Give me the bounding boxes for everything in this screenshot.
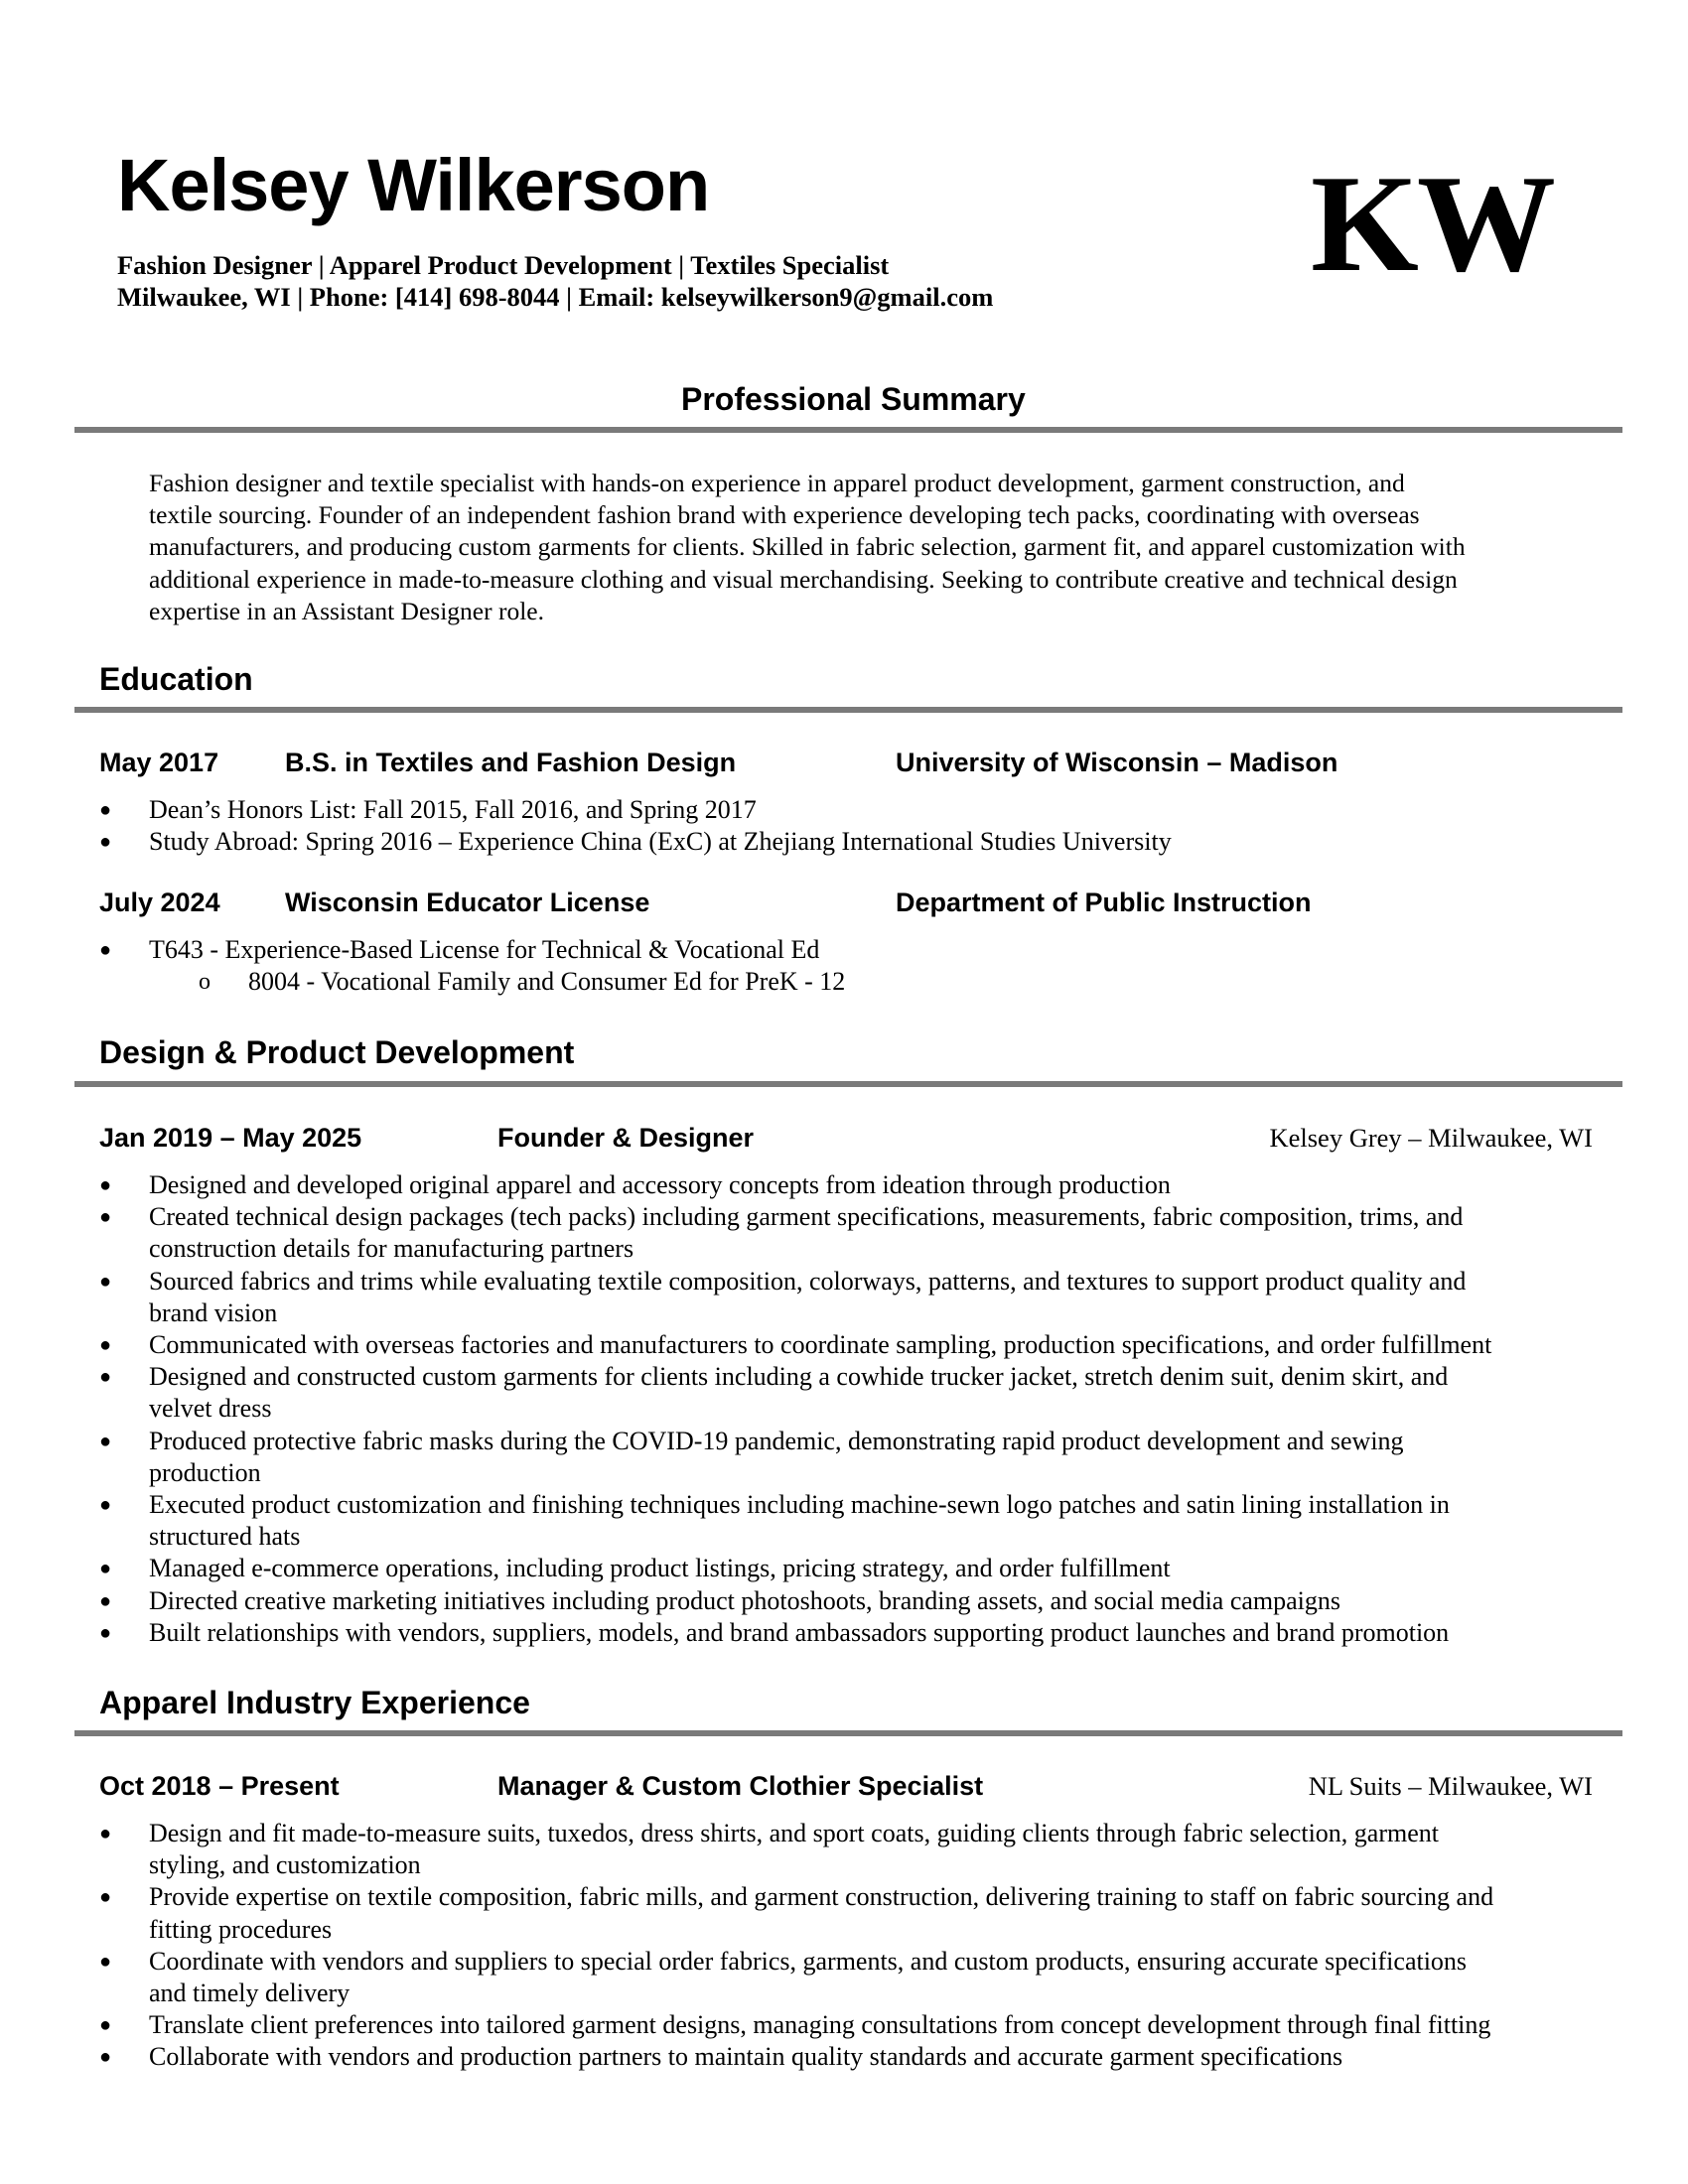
bullet-icon: ●: [99, 1430, 112, 1452]
entry-organization: NL Suits – Milwaukee, WI: [1308, 1771, 1593, 1801]
education-entry-header: [99, 887, 1593, 921]
list-item-continuation: velvet dress: [149, 1394, 272, 1424]
list-item: ● Designed and developed original apparel and accessory concepts from ideation through production: [99, 1169, 1609, 1201]
apparel-entry-header: [99, 1771, 1593, 1805]
list-item: ● Design and fit made-to-measure suits, tuxedos, dress shirts, and sport coats, guiding clients through fabric selection, garment: [99, 1818, 1609, 1849]
section-title-apparel: Apparel Industry Experience: [99, 1685, 530, 1720]
bullet-icon: ●: [99, 1334, 112, 1357]
summary-text: [149, 468, 1599, 627]
list-item: ● Built relationships with vendors, suppliers, models, and brand ambassadors supporting product launches and brand promotion: [99, 1617, 1609, 1649]
bullet-icon: ●: [99, 2014, 112, 2037]
list-item: ● Executed product customization and finishing techniques including machine-sewn logo patches and satin lining installation in: [99, 1489, 1609, 1521]
list-item: ● Created technical design packages (tech packs) including garment specifications, measurements, fabric composition, trims, and: [99, 1201, 1609, 1233]
list-item-continuation: production: [149, 1457, 261, 1487]
list-item: ● Produced protective fabric masks during the COVID-19 pandemic, demonstrating rapid product development and sewing: [99, 1426, 1609, 1457]
list-item: ● Translate client preferences into tailored garment designs, managing consultations from concept development through final fitting: [99, 2009, 1609, 2041]
education-bullets: [99, 794, 1609, 858]
bullet-icon: ●: [99, 1174, 112, 1196]
entry-role: Founder & Designer: [497, 1123, 755, 1153]
list-item: o 8004 - Vocational Family and Consumer Ed for PreK - 12: [99, 966, 1609, 998]
bullet-icon: ●: [99, 831, 112, 854]
entry-credential: B.S. in Textiles and Fashion Design: [285, 748, 737, 777]
summary-line: expertise in an Assistant Designer role.: [149, 596, 544, 625]
list-item: ● Directed creative marketing initiatives including product photoshoots, branding assets, and social media campaigns: [99, 1585, 1609, 1617]
circle-bullet-icon: o: [199, 969, 211, 996]
entry-organization: Kelsey Grey – Milwaukee, WI: [1269, 1123, 1593, 1153]
bullet-icon: ●: [99, 1950, 112, 1973]
contact-info: Milwaukee, WI | Phone: [414] 698-8044 | Email: kelseywilkerson9@gmail.com: [117, 282, 994, 312]
entry-institution: Department of Public Instruction: [896, 887, 1312, 917]
summary-line: textile sourcing. Founder of an independent fashion brand with experience developing tech packs, coordinating with overseas: [149, 500, 1420, 530]
bullet-icon: ●: [99, 1206, 112, 1229]
education-entry-header: [99, 748, 1593, 781]
section-divider: [74, 427, 1622, 433]
section-title-design: Design & Product Development: [99, 1034, 575, 1070]
list-item-continuation: styling, and customization: [149, 1850, 421, 1880]
summary-line: additional experience in made-to-measure clothing and visual merchandising. Seeking to contribute creative and technical design: [149, 564, 1458, 594]
list-item-continuation: structured hats: [149, 1522, 301, 1552]
list-item: ● Study Abroad: Spring 2016 – Experience China (ExC) at Zhejiang International Studies University: [99, 826, 1609, 858]
bullet-icon: ●: [99, 1270, 112, 1293]
list-item: ● T643 - Experience-Based License for Technical & Vocational Ed: [99, 934, 1609, 966]
entry-date: July 2024: [99, 887, 220, 917]
monogram: KW: [1311, 147, 1554, 301]
entry-credential: Wisconsin Educator License: [285, 887, 650, 917]
list-item-continuation: brand vision: [149, 1297, 278, 1327]
list-item: ● Managed e-commerce operations, including product listings, pricing strategy, and order fulfillment: [99, 1553, 1609, 1584]
bullet-icon: ●: [99, 1558, 112, 1580]
bullet-icon: ●: [99, 939, 112, 961]
bullet-icon: ●: [99, 1886, 112, 1909]
bullet-icon: ●: [99, 1366, 112, 1389]
bullet-icon: ●: [99, 1494, 112, 1517]
list-item: ● Coordinate with vendors and suppliers to special order fabrics, garments, and custom products, ensuring accurate specifications: [99, 1946, 1609, 1978]
list-item: ● Dean’s Honors List: Fall 2015, Fall 2016, and Spring 2017: [99, 794, 1609, 826]
summary-line: manufacturers, and producing custom garments for clients. Skilled in fabric selection, garment fit, and apparel customization with: [149, 532, 1466, 562]
list-item-continuation: and timely delivery: [149, 1979, 351, 2008]
bullet-icon: ●: [99, 1589, 112, 1612]
bullet-icon: ●: [99, 799, 112, 821]
section-divider: [74, 1730, 1622, 1736]
list-item: ● Provide expertise on textile composition, fabric mills, and garment construction, delivering training to staff on fabric sourcing and: [99, 1881, 1609, 1913]
candidate-name: Kelsey Wilkerson: [117, 144, 710, 226]
section-divider: [74, 707, 1622, 713]
entry-date: Oct 2018 – Present: [99, 1771, 340, 1801]
list-item: ● Sourced fabrics and trims while evaluating textile composition, colorways, patterns, and textures to support product quality and: [99, 1266, 1609, 1297]
design-entry-header: [99, 1123, 1593, 1157]
list-item: ● Collaborate with vendors and production partners to maintain quality standards and accurate garment specifications: [99, 2041, 1609, 2073]
list-item: ● Designed and constructed custom garments for clients including a cowhide trucker jacket, stretch denim suit, denim skirt, and: [99, 1361, 1609, 1393]
entry-date: May 2017: [99, 748, 219, 777]
list-item-continuation: fitting procedures: [149, 1914, 333, 1944]
summary-line: Fashion designer and textile specialist with hands-on experience in apparel product development, garment construction, and: [149, 469, 1405, 497]
education-bullets: [99, 934, 1609, 998]
entry-date: Jan 2019 – May 2025: [99, 1123, 362, 1153]
section-divider: [74, 1081, 1622, 1087]
tagline: Fashion Designer | Apparel Product Development | Textiles Specialist: [117, 250, 890, 280]
bullet-icon: ●: [99, 1621, 112, 1644]
entry-institution: University of Wisconsin – Madison: [896, 748, 1338, 777]
apparel-bullets: [99, 1818, 1609, 2074]
entry-role: Manager & Custom Clothier Specialist: [497, 1771, 984, 1801]
section-title-summary: Professional Summary: [681, 381, 1026, 417]
section-title-education: Education: [99, 661, 253, 697]
bullet-icon: ●: [99, 1823, 112, 1844]
bullet-icon: ●: [99, 2046, 112, 2069]
list-item-continuation: construction details for manufacturing partners: [149, 1234, 634, 1264]
list-item: ● Communicated with overseas factories and manufacturers to coordinate sampling, production specifications, and order fulfillment: [99, 1329, 1609, 1361]
design-bullets: [99, 1169, 1609, 1649]
